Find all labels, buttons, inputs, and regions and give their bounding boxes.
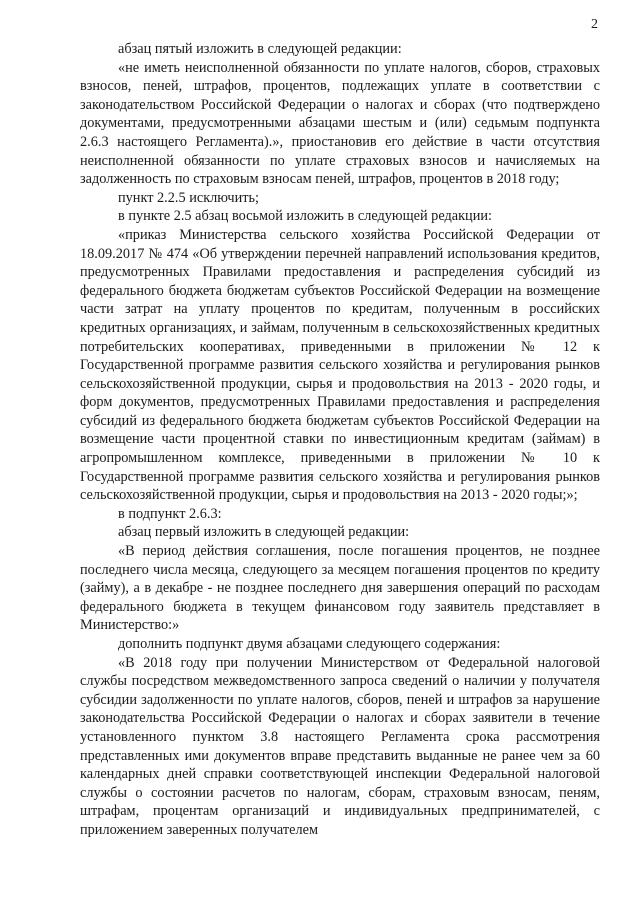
paragraph-10: «В 2018 году при получении Министерством от Федеральной налоговой службы посредством межведомственного запроса сведений о наличии у получателя субсидии задолженности по уплате налогов, сборов, пеней и штрафов за нарушение законодательства Российской Федерации о налогах и сборах заявители в течение установленного пунктом 3.8 настоящего Регламента срока рассмотрения представленных ими документов вправе представить выданные не ранее чем за 60 календарных дней справки соответствующей инспекции Федеральной налоговой службы о состоянии расчетов по налогам, сборам, страховым взносам, пеням, штрафам, процентам организаций и индивидуальных предпринимателей, с приложением заверенных получателем xyxy=(80,654,600,838)
paragraph-3: пункт 2.2.5 исключить; xyxy=(118,189,259,206)
paragraph-2: «не иметь неисполненной обязанности по уплате налогов, сборов, страховых взносов, пеней, штрафов, процентов, подлежащих уплате в соответствии с законодательством Российской Федерации о налогах и сборах (что подтверждено документами, предусмотренными абзацами шестым и (или) седьмым подпункта 2.6.3 настоящего Регламента).», приостановив его действие в части отсутствия неисполненной обязанности по уплате страховых взносов и начисляемых на задолженность по страховым взносам пеней, штрафов, процентов в 2018 году; xyxy=(80,59,600,188)
document-body xyxy=(80,40,600,840)
paragraph-5: «приказ Министерства сельского хозяйства Российской Федерации от 18.09.2017 № 474 «Об утверждении перечней направлений использования кредитов, предусмотренных Правилами предоставления и распределения субсидий из федерального бюджета бюджетам субъектов Российской Федерации на возмещение части затрат на уплату процентов по кредитам, полученным в российских кредитных организациях, и займам, полученным в сельскохозяйственных кредитных потребительских кооперативах, приведенными в приложении № 12 к Государственной программе развития сельского хозяйства и регулирования рынков сельскохозяйственной продукции, сырья и продовольствия на 2013 - 2020 годы, и форм документов, предусмотренных Правилами предоставления и распределения субсидий из федерального бюджета бюджетам субъектов Российской Федерации на возмещение части процентной ставки по инвестиционным кредитам (займам) в агропромышленном комплексе, приведенными в приложении № 10 к Государственной программе развития сельского хозяйства и регулирования рынков сельскохозяйственной продукции, сырья и продовольствия на 2013 - 2020 годы;»; xyxy=(80,226,600,504)
paragraph-9: дополнить подпункт двумя абзацами следующего содержания: xyxy=(118,636,501,652)
paragraph-8: «В период действия соглашения, после погашения процентов, не позднее последнего числа месяца, следующего за месяцем погашения процентов по кредиту (займу), а в декабре - не позднее последнего дня завершения операций по расходам федерального бюджета в текущем финансовом году заявитель представляет в Министерство:» xyxy=(80,543,600,634)
paragraph-4: в пункте 2.5 абзац восьмой изложить в следующей редакции: xyxy=(118,208,492,225)
paragraph-7: абзац первый изложить в следующей редакции: xyxy=(118,524,410,541)
page-number: 2 xyxy=(591,17,598,32)
paragraph-6: в подпункт 2.6.3: xyxy=(118,505,222,522)
paragraph-1: абзац пятый изложить в следующей редакции: xyxy=(118,41,402,57)
